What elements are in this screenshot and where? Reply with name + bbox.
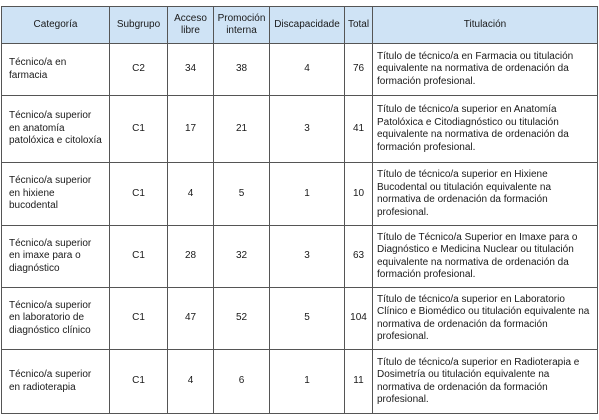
- cell-total: 104: [345, 288, 373, 350]
- cell-subgrupo: C1: [110, 226, 168, 288]
- cell-promocion-interna: 52: [214, 288, 270, 350]
- header-subgrupo: Subgrupo: [110, 7, 168, 44]
- cell-titulacion: Título de técnico/a en Farmacia ou titulación equivalente na normativa de ordenación da formación profesional.: [373, 44, 598, 96]
- cell-acceso-libre: 17: [168, 96, 214, 163]
- cell-discapacidade: 1: [270, 350, 345, 414]
- cell-discapacidade: 4: [270, 44, 345, 96]
- cell-total: 63: [345, 226, 373, 288]
- cell-promocion-interna: 5: [214, 163, 270, 226]
- cell-categoria: Técnico/a superior en hixiene bucodental: [2, 163, 110, 226]
- cell-categoria: Técnico/a superior en laboratorio de diagnóstico clínico: [2, 288, 110, 350]
- cell-titulacion: Título de técnico/a superior en Laboratorio Clínico e Biomédico ou titulación equivalente na normativa de ordenación da formación profesional.: [373, 288, 598, 350]
- table-header-row: [2, 7, 598, 44]
- table-row: [2, 44, 598, 96]
- cell-titulacion: Título de técnico/a superior en Hixiene Bucodental ou titulación equivalente na normativa de ordenación da formación profesional.: [373, 163, 598, 226]
- cell-total: 10: [345, 163, 373, 226]
- cell-promocion-interna: 38: [214, 44, 270, 96]
- cell-promocion-interna: 21: [214, 96, 270, 163]
- header-total: Total: [345, 7, 373, 44]
- cell-subgrupo: C1: [110, 350, 168, 414]
- cell-subgrupo: C2: [110, 44, 168, 96]
- cell-titulacion: Título de técnico/a superior en Radioterapia e Dosimetría ou titulación equivalente na normativa de ordenación da formación profesional.: [373, 350, 598, 414]
- cell-categoria: Técnico/a superior en radioterapia: [2, 350, 110, 414]
- table-row: [2, 96, 598, 163]
- cell-acceso-libre: 28: [168, 226, 214, 288]
- table-row: [2, 226, 598, 288]
- cell-total: 11: [345, 350, 373, 414]
- cell-discapacidade: 1: [270, 163, 345, 226]
- header-acceso-libre: Acceso libre: [168, 7, 214, 44]
- positions-table: [1, 6, 598, 414]
- cell-promocion-interna: 32: [214, 226, 270, 288]
- cell-subgrupo: C1: [110, 163, 168, 226]
- header-categoria: Categoría: [2, 7, 110, 44]
- cell-discapacidade: 3: [270, 226, 345, 288]
- cell-discapacidade: 5: [270, 288, 345, 350]
- cell-titulacion: Título de técnico/a superior en Anatomía Patolóxica e Citodiagnóstico ou titulación equivalente na normativa de ordenación da formación profesional.: [373, 96, 598, 163]
- cell-acceso-libre: 34: [168, 44, 214, 96]
- cell-titulacion: Título de Técnico/a Superior en Imaxe para o Diagnóstico e Medicina Nuclear ou titulación equivalente na normativa de ordenación da formación profesional.: [373, 226, 598, 288]
- table-row: [2, 163, 598, 226]
- cell-total: 76: [345, 44, 373, 96]
- cell-categoria: Técnico/a superior en anatomía patolóxica e citoloxía: [2, 96, 110, 163]
- cell-discapacidade: 3: [270, 96, 345, 163]
- header-promocion-interna: Promoción interna: [214, 7, 270, 44]
- table-row: [2, 350, 598, 414]
- cell-categoria: Técnico/a en farmacia: [2, 44, 110, 96]
- cell-categoria: Técnico/a superior en imaxe para o diagnóstico: [2, 226, 110, 288]
- cell-subgrupo: C1: [110, 288, 168, 350]
- cell-acceso-libre: 47: [168, 288, 214, 350]
- cell-total: 41: [345, 96, 373, 163]
- table-row: [2, 288, 598, 350]
- header-discapacidade: Discapacidade: [270, 7, 345, 44]
- cell-subgrupo: C1: [110, 96, 168, 163]
- cell-promocion-interna: 6: [214, 350, 270, 414]
- header-titulacion: Titulación: [373, 7, 598, 44]
- cell-acceso-libre: 4: [168, 163, 214, 226]
- cell-acceso-libre: 4: [168, 350, 214, 414]
